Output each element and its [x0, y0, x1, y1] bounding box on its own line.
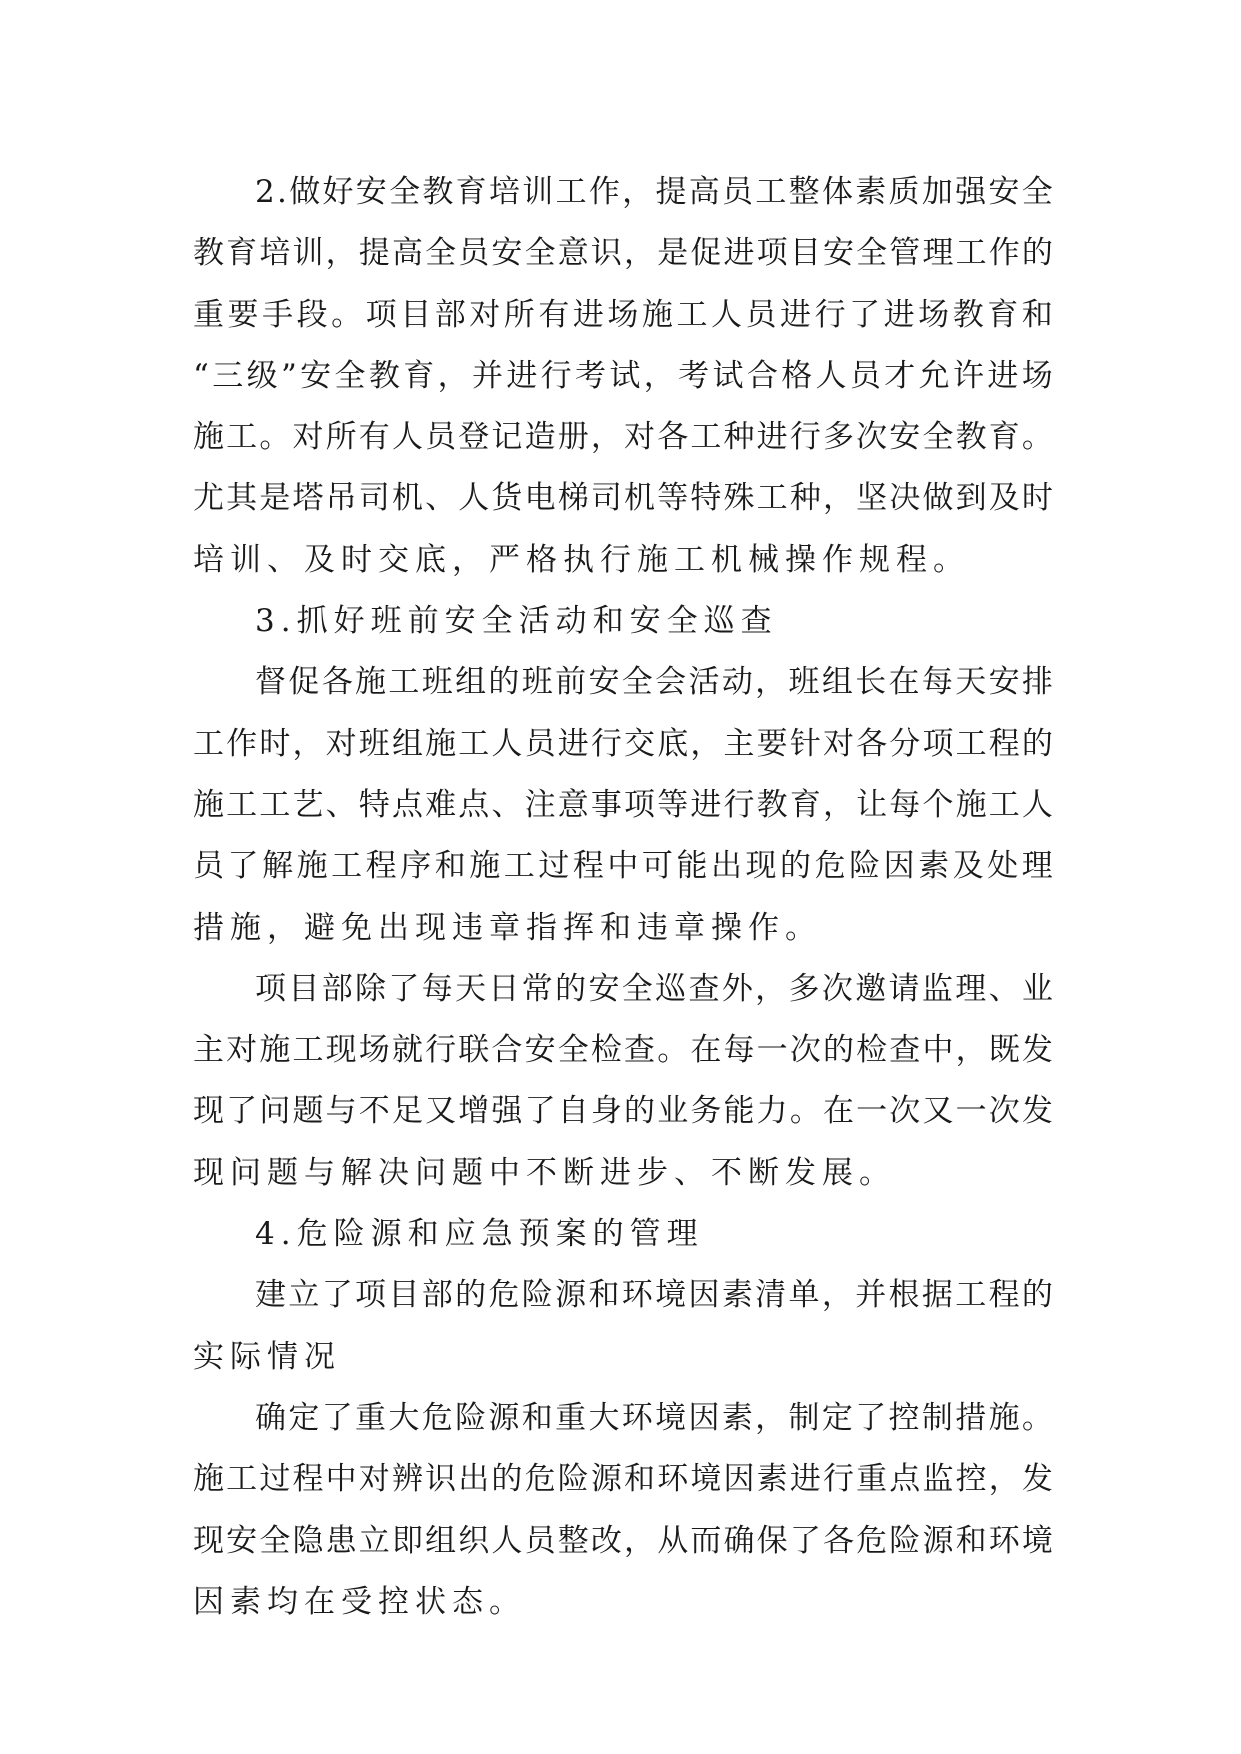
text-line: 尤 其 是 塔 吊 司 机 、 人 货 电 梯 司 机 等 特 殊 工 种 ， 坚 决 做 到 及 时 — [193, 480, 1053, 517]
text-line: 3.抓好班前安全活动和安全巡查 — [255, 603, 778, 640]
text-line: 工 作 时 ， 对 班 组 施 工 人 员 进 行 交 底 ， 主 要 针 对 各 分 项 工 程 的 — [193, 725, 1053, 762]
text-line: 现 了 问 题 与 不 足 又 增 强 了 自 身 的 业 务 能 力 。 在 一 次 又 一 次 发 — [193, 1093, 1053, 1130]
text-line: 教 育 培 训 ， 提 高 全 员 安 全 意 识 ， 是 促 进 项 目 安 全 管 理 工 作 的 — [193, 235, 1053, 272]
text-line: 2 . 做 好 安 全 教 育 培 训 工 作 ， 提 高 员 工 整 体 素 质 加 强 安 全 — [255, 174, 1053, 210]
text-line: 施 工 过 程 中 对 辨 识 出 的 危 险 源 和 环 境 因 素 进 行 重 点 监 控 ， 发 — [193, 1461, 1053, 1498]
text-line: 因素均在受控状态。 — [193, 1583, 526, 1620]
document-body — [193, 162, 1053, 1633]
text-line: 培训、及时交底，严格执行施工机械操作规程。 — [193, 541, 970, 578]
text-line: 重 要 手 段 。 项 目 部 对 所 有 进 场 施 工 人 员 进 行 了 进 场 教 育 和 — [193, 296, 1053, 333]
text-line: 4.危险源和应急预案的管理 — [255, 1216, 704, 1253]
text-line: 督 促 各 施 工 班 组 的 班 前 安 全 会 活 动 ， 班 组 长 在 每 天 安 排 — [255, 664, 1053, 701]
text-line: 现问题与解决问题中不断进步、不断发展。 — [193, 1154, 896, 1191]
text-line: 施 工 。 对 所 有 人 员 登 记 造 册 ， 对 各 工 种 进 行 多 次 安 全 教 育 。 — [193, 419, 1053, 456]
text-line: 员 了 解 施 工 程 序 和 施 工 过 程 中 可 能 出 现 的 危 险 因 素 及 处 理 — [193, 848, 1053, 885]
text-line: 项 目 部 除 了 每 天 日 常 的 安 全 巡 查 外 ， 多 次 邀 请 监 理 、 业 — [255, 970, 1053, 1007]
text-line: 措施，避免出现违章指挥和违章操作。 — [193, 909, 822, 946]
text-line: “ 三 级 ” 安 全 教 育 ， 并 进 行 考 试 ， 考 试 合 格 人 员 才 允 许 进 场 — [193, 357, 1053, 394]
text-line: 现 安 全 隐 患 立 即 组 织 人 员 整 改 ， 从 而 确 保 了 各 危 险 源 和 环 境 — [193, 1522, 1053, 1559]
text-line: 确 定 了 重 大 危 险 源 和 重 大 环 境 因 素 ， 制 定 了 控 制 措 施 。 — [255, 1399, 1053, 1436]
text-line: 建 立 了 项 目 部 的 危 险 源 和 环 境 因 素 清 单 ， 并 根 据 工 程 的 — [255, 1277, 1053, 1314]
text-line: 主 对 施 工 现 场 就 行 联 合 安 全 检 查 。 在 每 一 次 的 检 查 中 ， 既 发 — [193, 1032, 1053, 1069]
text-line: 施 工 工 艺 、 特 点 难 点 、 注 意 事 项 等 进 行 教 育 ， 让 每 个 施 工 人 — [193, 786, 1053, 823]
text-line: 实际情况 — [193, 1338, 341, 1375]
